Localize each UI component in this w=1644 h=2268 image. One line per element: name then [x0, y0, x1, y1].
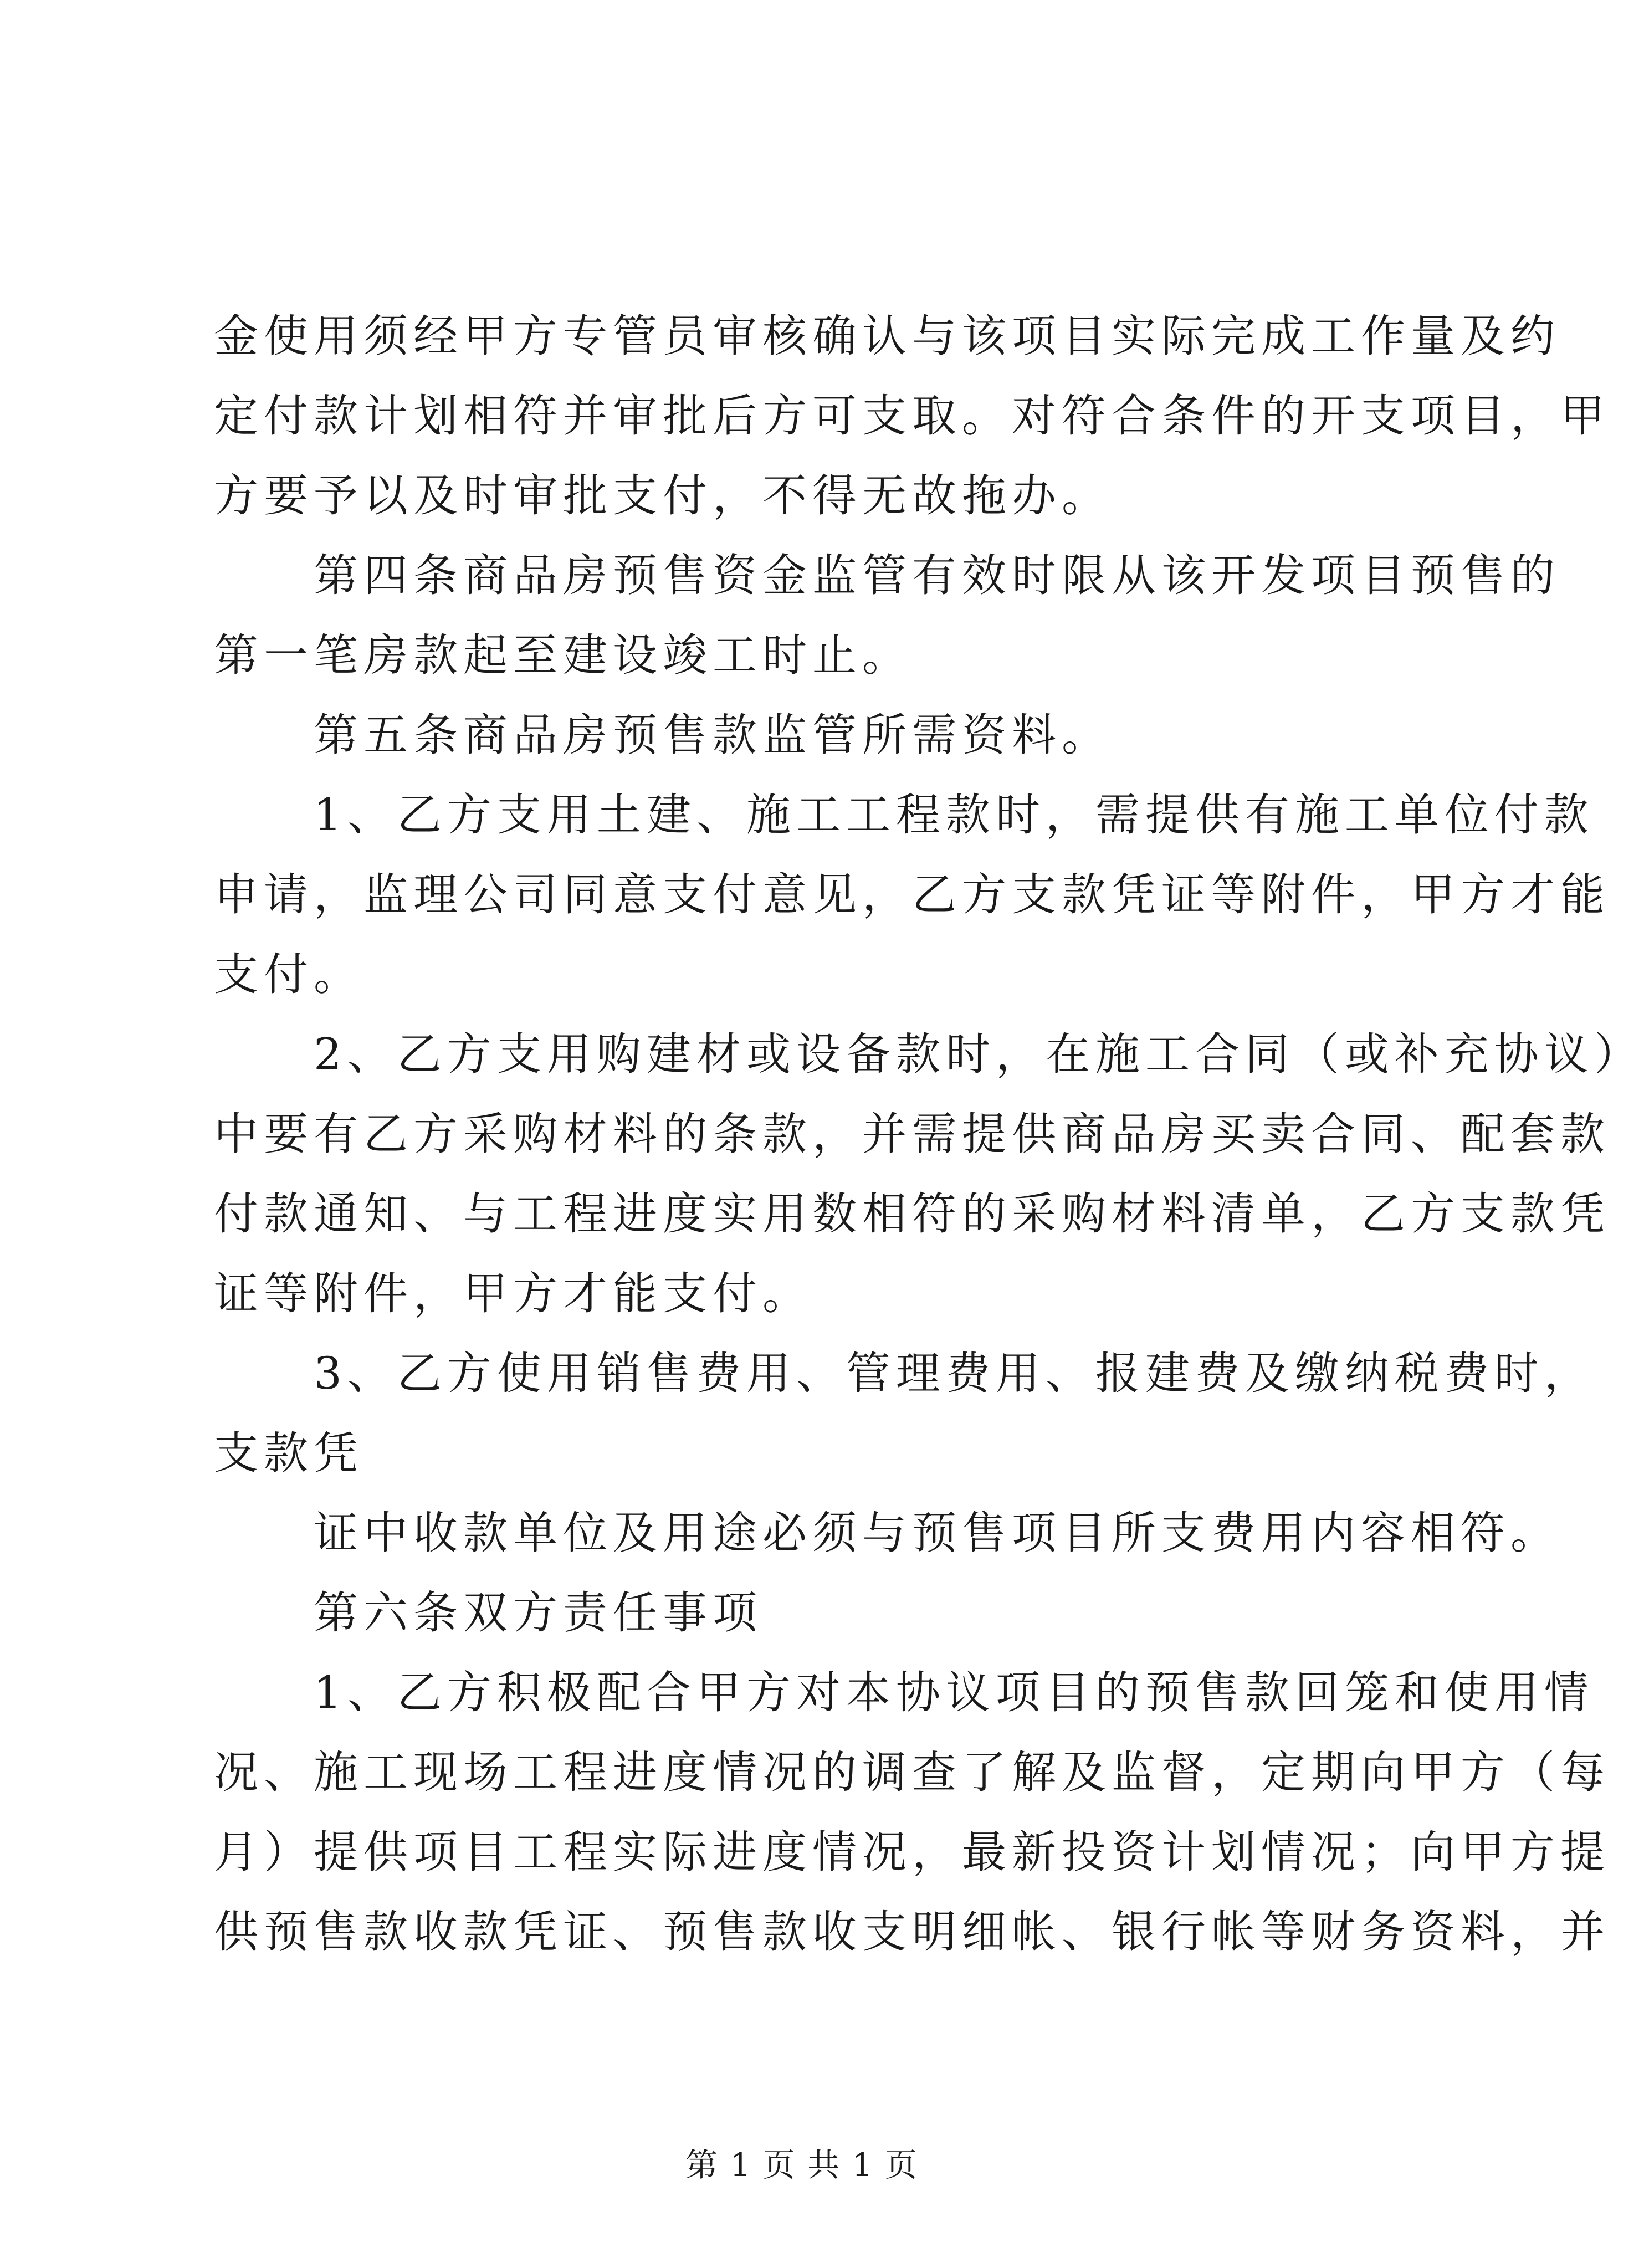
text-line: 申请，监理公司同意支付意见，乙方支款凭证等附件，甲方才能 [214, 869, 1610, 920]
text-line: 定付款计划相符并审批后方可支取。对符合条件的开支项目，甲 [214, 390, 1610, 442]
text-line: 1、乙方积极配合甲方对本协议项目的预售款回笼和使用情 [314, 1667, 1594, 1718]
text-line: 第六条双方责任事项 [314, 1587, 762, 1639]
text-line: 证等附件，甲方才能支付。 [214, 1268, 812, 1319]
text-line: 支款凭 [214, 1427, 363, 1479]
text-line: 方要予以及时审批支付，不得无故拖办。 [214, 470, 1112, 521]
text-line: 月）提供项目工程实际进度情况，最新投资计划情况；向甲方提 [214, 1826, 1610, 1878]
text-line: 中要有乙方采购材料的条款，并需提供商品房买卖合同、配套款 [214, 1108, 1610, 1160]
text-line: 第五条商品房预售款监管所需资料。 [314, 709, 1112, 761]
text-line: 第一笔房款起至建设竣工时止。 [214, 629, 912, 681]
text-line: 况、施工现场工程进度情况的调查了解及监督，定期向甲方（每 [214, 1747, 1610, 1798]
text-line: 3、乙方使用销售费用、管理费用、报建费及缴纳税费时， [314, 1348, 1594, 1399]
page-number-label: 第 1 页 共 1 页 [685, 2146, 918, 2184]
text-line: 支付。 [214, 949, 363, 1000]
text-line: 2、乙方支用购建材或设备款时，在施工合同（或补充协议） [314, 1028, 1644, 1080]
text-line: 第四条商品房预售资金监管有效时限从该开发项目预售的 [314, 550, 1560, 601]
text-line: 供预售款收款凭证、预售款收支明细帐、银行帐等财务资料，并 [214, 1906, 1610, 1958]
text-line: 证中收款单位及用途必须与预售项目所支费用内容相符。 [314, 1507, 1560, 1559]
text-line: 1、乙方支用土建、施工工程款时，需提供有施工单位付款 [314, 789, 1594, 841]
page-footer [0, 2139, 1604, 2185]
document-body [214, 296, 1644, 1972]
text-line: 付款通知、与工程进度实用数相符的采购材料清单，乙方支款凭 [214, 1188, 1610, 1240]
text-line: 金使用须经甲方专管员审核确认与该项目实际完成工作量及约 [214, 310, 1560, 362]
